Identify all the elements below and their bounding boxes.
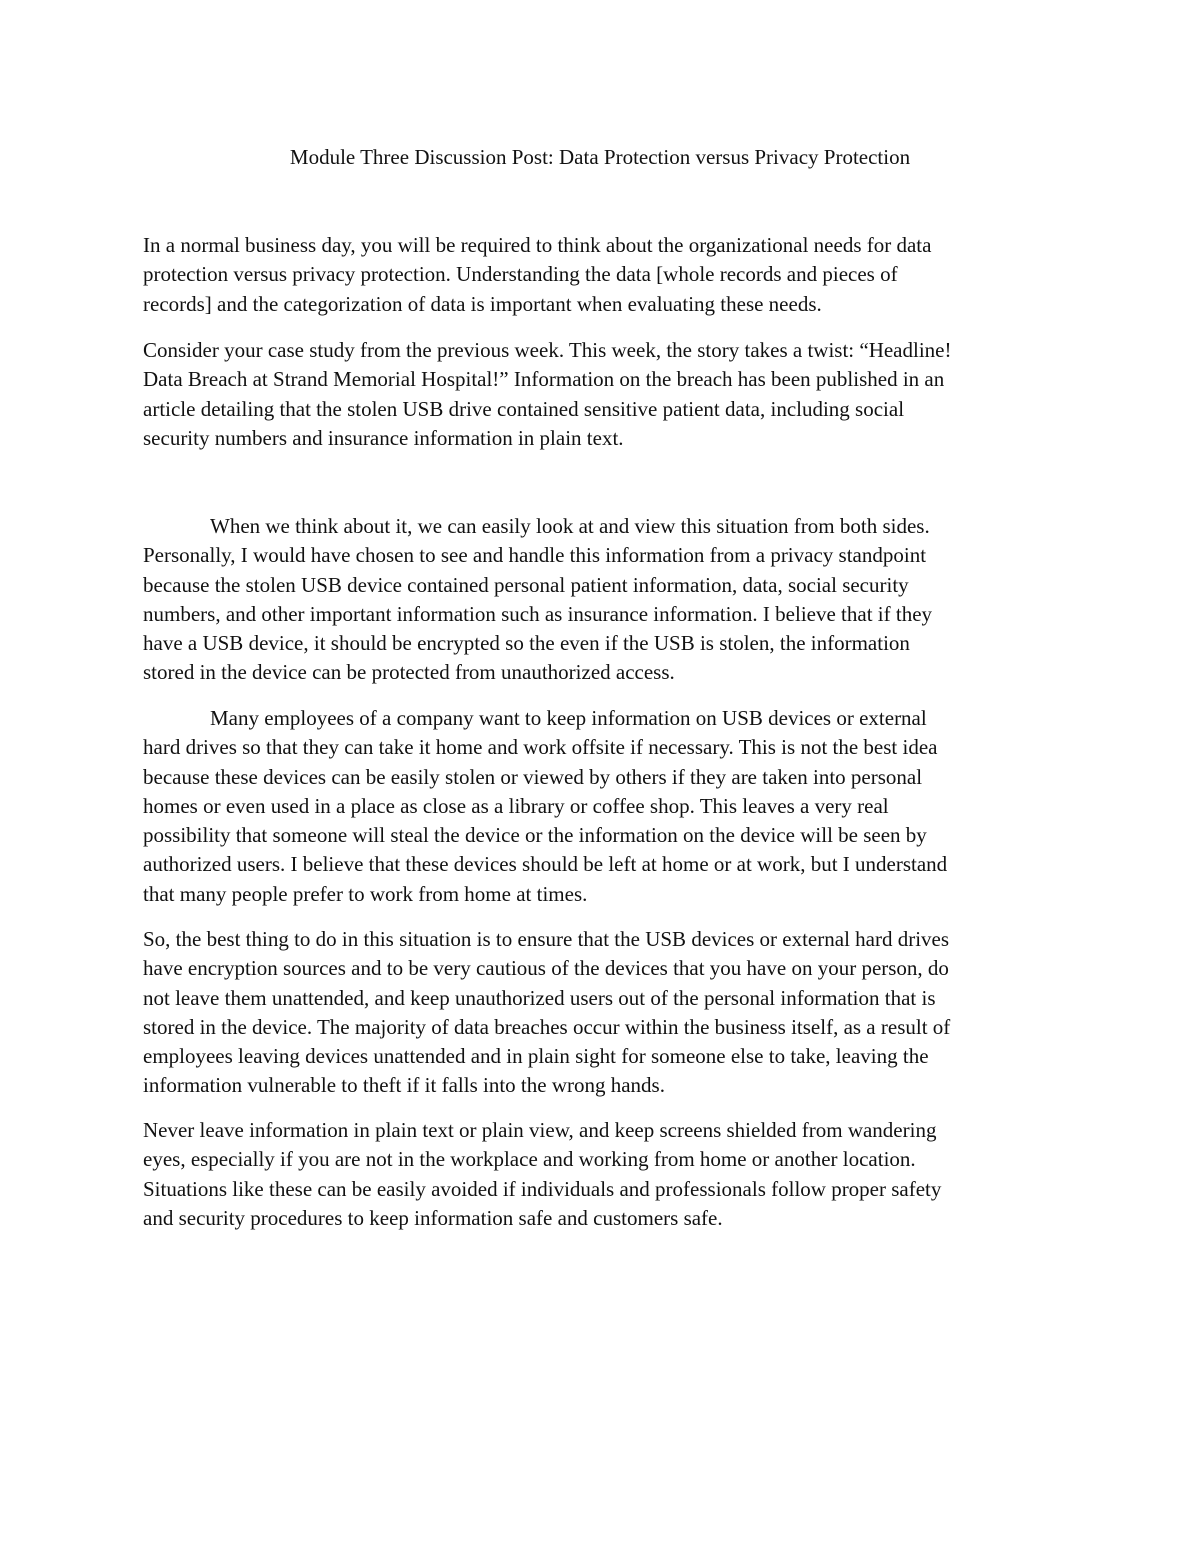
- text-line: Data Breach at Strand Memorial Hospital!” Information on the breach has been published in an: [143, 367, 945, 392]
- text-line: So, the best thing to do in this situation is to ensure that the USB devices or external hard drives: [143, 927, 950, 951]
- paragraph-response-2: [143, 704, 1063, 909]
- text-line: protection versus privacy protection. Understanding the data [whole records and pieces of: [143, 262, 898, 287]
- text-line: because these devices can be easily stolen or viewed by others if they are taken into personal: [143, 764, 923, 789]
- text-line: Situations like these can be easily avoided if individuals and professionals follow proper safety: [143, 1176, 942, 1201]
- text-line: employees leaving devices unattended and in plain sight for someone else to take, leaving the: [143, 1044, 929, 1069]
- paragraph-response-3: [143, 925, 1063, 1101]
- text-line: not leave them unattended, and keep unauthorized users out of the personal information that is: [143, 985, 936, 1010]
- text-line: hard drives so that they can take it home and work offsite if necessary. This is not the best idea: [143, 735, 938, 760]
- text-line: homes or even used in a place as close as a library or coffee shop. This leaves a very real: [143, 793, 889, 818]
- text-line: security numbers and insurance information in plain text.: [143, 425, 624, 450]
- paragraph-case-study: [143, 336, 1063, 453]
- text-line: authorized users. I believe that these devices should be left at home or at work, but I understand: [143, 852, 948, 877]
- text-line: stored in the device can be protected from unauthorized access.: [143, 660, 675, 685]
- text-line: have a USB device, it should be encrypted so the even if the USB is stolen, the information: [143, 631, 910, 656]
- text-line: numbers, and other important information such as insurance information. I believe that if they: [143, 601, 933, 626]
- text-line: Consider your case study from the previous week. This week, the story takes a twist: “Headline!: [143, 338, 952, 362]
- text-line: Never leave information in plain text or plain view, and keep screens shielded from wandering: [143, 1118, 937, 1142]
- text-line: possibility that someone will steal the device or the information on the device will be seen by: [143, 823, 927, 848]
- text-line: eyes, especially if you are not in the workplace and working from home or another location.: [143, 1147, 916, 1172]
- text-line: When we think about it, we can easily look at and view this situation from both sides.: [210, 514, 930, 538]
- text-line: Many employees of a company want to keep information on USB devices or external: [210, 706, 927, 730]
- text-line: and security procedures to keep information safe and customers safe.: [143, 1205, 723, 1230]
- text-line: information vulnerable to theft if it falls into the wrong hands.: [143, 1073, 665, 1098]
- text-line: stored in the device. The majority of data breaches occur within the business itself, as a result of: [143, 1014, 951, 1039]
- text-line: because the stolen USB device contained personal patient information, data, social security: [143, 572, 909, 597]
- text-line: Personally, I would have chosen to see and handle this information from a privacy standpoint: [143, 543, 927, 568]
- text-line: article detailing that the stolen USB drive contained sensitive patient data, including social: [143, 396, 905, 421]
- text-line: In a normal business day, you will be required to think about the organizational needs for data: [143, 233, 932, 257]
- text-line: that many people prefer to work from home at times.: [143, 881, 588, 906]
- paragraph-response-1: [143, 512, 1063, 688]
- paragraph-intro: [143, 231, 1063, 319]
- text-line: records] and the categorization of data is important when evaluating these needs.: [143, 291, 822, 316]
- paragraph-conclusion: [143, 1116, 1063, 1233]
- text-line: have encryption sources and to be very cautious of the devices that you have on your person, do: [143, 956, 949, 981]
- document-title: Module Three Discussion Post: Data Protection versus Privacy Protection: [289, 145, 911, 169]
